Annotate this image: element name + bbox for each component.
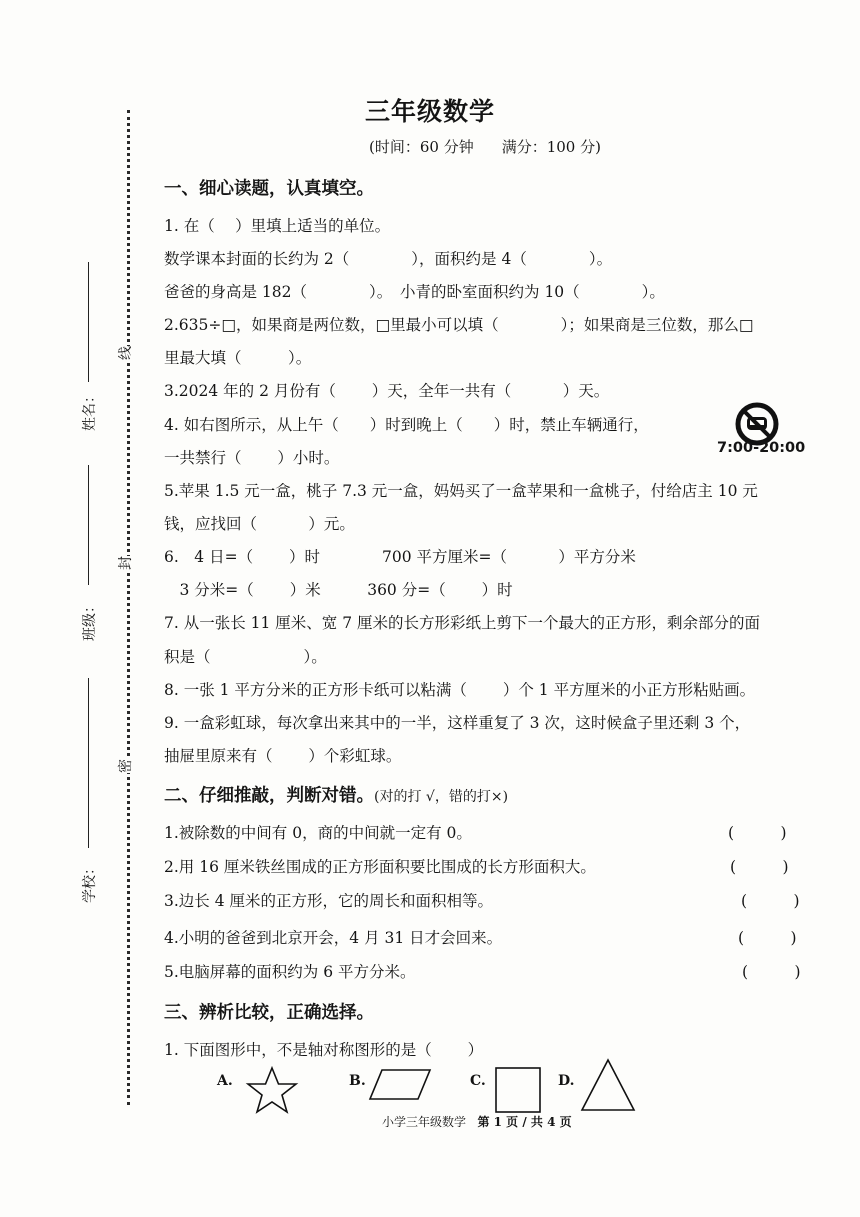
s1-line-9: 5.苹果 1.5 元一盒，桃子 7.3 元一盒，妈妈买了一盒苹果和一盒桃子，付给店主 10 元 [164, 482, 758, 500]
exam-info [369, 136, 601, 157]
school-underline [88, 678, 89, 848]
section1-heading: 一、细心读题，认真填空。 [164, 179, 374, 199]
s1-line-2: 数学课本封面的长约为 2（ ），面积约是 4（ ）。 [164, 250, 613, 268]
section2-title: 二、仔细推敲，判断对错。 [164, 786, 374, 806]
page-title: 三年级数学 [364, 97, 495, 126]
s1-line-17: 抽屉里原来有（ ）个彩虹球。 [164, 747, 402, 765]
page-footer [382, 1113, 572, 1130]
star-shape [242, 1066, 302, 1116]
section3-heading: 三、辨析比较，正确选择。 [164, 1003, 374, 1023]
s2-item-2: 2.用 16 厘米铁丝围成的正方形面积要比围成的长方形面积大。 [164, 858, 596, 876]
class-underline [88, 465, 89, 585]
name-label: 姓名： [82, 389, 98, 431]
triangle-shape [580, 1058, 636, 1112]
option-c-label: C. [470, 1073, 486, 1089]
s2-answer-4[interactable]: ( ) [738, 929, 797, 947]
s2-item-1: 1.被除数的中间有 0，商的中间就一定有 0。 [164, 824, 472, 842]
s2-answer-2[interactable]: ( ) [730, 858, 789, 876]
s1-line-15: 8. 一张 1 平方分米的正方形卡纸可以粘满（ ）个 1 平方厘米的小正方形粘贴画。 [164, 681, 756, 699]
name-underline [88, 262, 89, 382]
s1-line-13: 7. 从一张长 11 厘米、宽 7 厘米的长方形彩纸上剪下一个最大的正方形，剩余部分的面 [164, 614, 761, 632]
footer-page: 第 1 页 / 共 4 页 [477, 1115, 572, 1129]
s1-line-4: 2.635÷□，如果商是两位数，□里最小可以填（ ）；如果商是三位数，那么□ [164, 316, 754, 334]
class-label: 班级： [82, 599, 98, 641]
binding-mark-seal: 封 [118, 556, 134, 570]
s2-item-4: 4.小明的爸爸到北京开会，4 月 31 日才会回来。 [164, 929, 503, 947]
sign-time: 7:00-20:00 [717, 440, 806, 456]
s1-line-12: 3 分米=（ ）米 360 分=（ ）时 [164, 581, 513, 599]
s2-item-3: 3.边长 4 厘米的正方形，它的周长和面积相等。 [164, 892, 494, 910]
s2-answer-3[interactable]: ( ) [741, 892, 800, 910]
s1-line-5: 里最大填（ ）。 [164, 349, 312, 367]
exam-score: 满分：100 分) [501, 138, 601, 156]
s1-line-10: 钱，应找回（ ）元。 [164, 515, 355, 533]
square-shape [494, 1066, 542, 1114]
s2-item-5: 5.电脑屏幕的面积约为 6 平方分米。 [164, 963, 416, 981]
s2-answer-1[interactable]: ( ) [728, 824, 787, 842]
option-a-label: A. [217, 1073, 233, 1089]
s1-line-7: 4. 如右图所示，从上午（ ）时到晚上（ ）时，禁止车辆通行， [164, 416, 649, 434]
binding-mark-secret: 密 [118, 759, 134, 773]
binding-line [127, 110, 130, 1105]
s1-line-1: 1. 在（ ）里填上适当的单位。 [164, 217, 391, 235]
option-d-label: D. [558, 1073, 575, 1089]
section2-heading [164, 782, 508, 807]
s1-line-6: 3.2024 年的 2 月份有（ ）天，全年一共有（ ）天。 [164, 382, 610, 400]
parallelogram-shape [368, 1068, 434, 1102]
s3-q1: 1. 下面图形中，不是轴对称图形的是（ ） [164, 1041, 484, 1059]
s1-line-3: 爸爸的身高是 182（ ）。 小青的卧室面积约为 10（ ）。 [164, 283, 665, 301]
binding-mark-line: 线 [118, 346, 134, 360]
s1-line-11: 6. 4 日=（ ）时 700 平方厘米=（ ）平方分米 [164, 548, 636, 566]
exam-time: (时间：60 分钟 [369, 138, 474, 156]
s1-line-8: 一共禁行（ ）小时。 [164, 449, 340, 467]
section2-note: (对的打 √，错的打×) [374, 789, 509, 805]
footer-subject: 小学三年级数学 [382, 1115, 467, 1129]
s1-line-16: 9. 一盒彩虹球，每次拿出来其中的一半，这样重复了 3 次，这时候盒子里还剩 3 个， [164, 714, 751, 732]
school-label: 学校： [82, 861, 98, 903]
option-b-label: B. [349, 1073, 366, 1089]
s1-line-14: 积是（ ）。 [164, 648, 327, 666]
s2-answer-5[interactable]: ( ) [742, 963, 801, 981]
